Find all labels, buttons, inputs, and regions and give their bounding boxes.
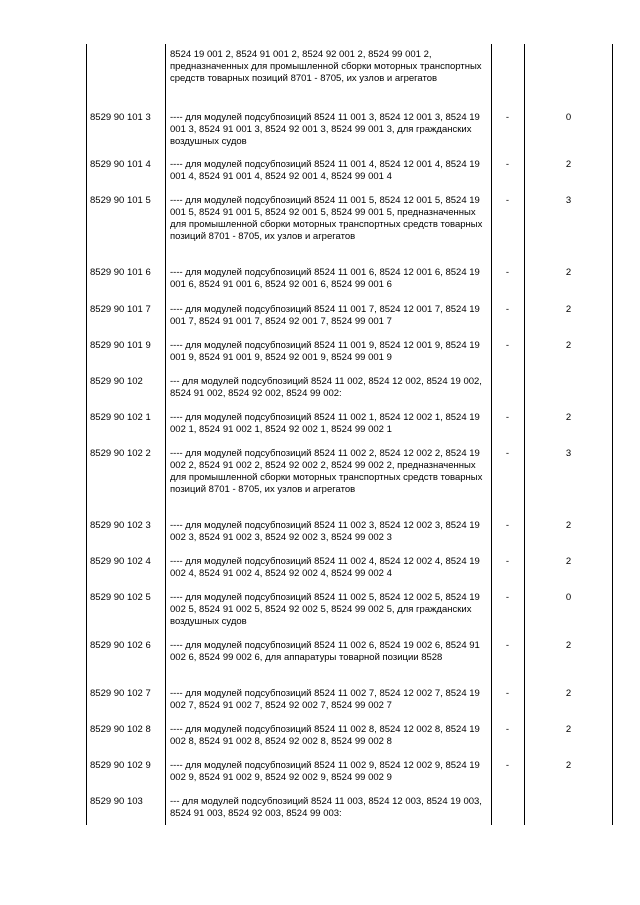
tariff-code: 8529 90 101 6: [90, 267, 151, 278]
goods-description: ---- для модулей подсубпозиций 8524 11 002 9, 8524 12 002 9, 8524 19 002 9, 8524 91 002 9, 8524 92 002 9, 8524 99 002 9: [170, 760, 480, 783]
table-border-left: [86, 44, 87, 825]
duty-rate: 2: [565, 724, 572, 735]
unit-of-measure: -: [505, 112, 510, 123]
tariff-code: 8529 90 102: [90, 376, 143, 387]
tariff-code: 8529 90 101 9: [90, 340, 151, 351]
duty-rate: 2: [565, 267, 572, 278]
goods-description: ---- для модулей подсубпозиций 8524 11 002 4, 8524 12 002 4, 8524 19 002 4, 8524 91 002 4, 8524 92 002 4, 8524 99 002 4: [170, 556, 480, 579]
tariff-code: 8529 90 102 4: [90, 556, 151, 567]
goods-description: --- для модулей подсубпозиций 8524 11 003, 8524 12 003, 8524 19 003, 8524 91 003, 8524 92 003, 8524 99 003:: [170, 796, 482, 819]
goods-description: ---- для модулей подсубпозиций 8524 11 001 6, 8524 12 001 6, 8524 19 001 6, 8524 91 001 6, 8524 92 001 6, 8524 99 001 6: [170, 267, 480, 290]
duty-rate: 2: [565, 412, 572, 423]
goods-description: ---- для модулей подсубпозиций 8524 11 002 7, 8524 12 002 7, 8524 19 002 7, 8524 91 002 7, 8524 92 002 7, 8524 99 002 7: [170, 688, 480, 711]
tariff-code: 8529 90 101 4: [90, 159, 151, 170]
goods-description: 8524 19 001 2, 8524 91 001 2, 8524 92 001 2, 8524 99 001 2, предназначенных для промышленной сборки моторных транспортных средств товарных позиций 8701 - 8705, их узлов и агрегатов: [170, 49, 482, 84]
goods-description: ---- для модулей подсубпозиций 8524 11 001 5, 8524 12 001 5, 8524 19 001 5, 8524 91 001 5, 8524 92 001 5, 8524 99 001 5, предназначенных для промышленной сборки моторных транспортных средств товарных позиций 8701 - 8705, их узлов и агрегатов: [170, 195, 483, 242]
tariff-code: 8529 90 101 7: [90, 304, 151, 315]
goods-description: ---- для модулей подсубпозиций 8524 11 001 3, 8524 12 001 3, 8524 19 001 3, 8524 91 001 3, 8524 92 001 3, 8524 99 001 3, для гражданских воздушных судов: [170, 112, 480, 147]
tariff-code: 8529 90 101 3: [90, 112, 151, 123]
tariff-code: 8529 90 102 5: [90, 592, 151, 603]
goods-description: ---- для модулей подсубпозиций 8524 11 002 6, 8524 19 002 6, 8524 91 002 6, 8524 99 002 6, для аппаратуры товарной позиции 8528: [170, 640, 480, 663]
goods-description: ---- для модулей подсубпозиций 8524 11 002 2, 8524 12 002 2, 8524 19 002 2, 8524 91 002 2, 8524 92 002 2, 8524 99 002 2, предназначенных для промышленной сборки моторных транспортных средств товарных позиций 8701 - 8705, их узлов и агрегатов: [170, 448, 483, 495]
duty-rate: 2: [565, 159, 572, 170]
duty-rate: 2: [565, 340, 572, 351]
unit-of-measure: -: [505, 592, 510, 603]
column-divider-code: [165, 44, 166, 825]
tariff-code: 8529 90 102 1: [90, 412, 151, 423]
unit-of-measure: -: [505, 195, 510, 206]
goods-description: ---- для модулей подсубпозиций 8524 11 002 5, 8524 12 002 5, 8524 19 002 5, 8524 91 002 5, 8524 92 002 5, 8524 99 002 5, для гражданских воздушных судов: [170, 592, 480, 627]
duty-rate: 2: [565, 304, 572, 315]
goods-description: ---- для модулей подсубпозиций 8524 11 001 9, 8524 12 001 9, 8524 19 001 9, 8524 91 001 9, 8524 92 001 9, 8524 99 001 9: [170, 340, 480, 363]
duty-rate: 0: [565, 112, 572, 123]
unit-of-measure: -: [505, 412, 510, 423]
tariff-code: 8529 90 102 8: [90, 724, 151, 735]
unit-of-measure: -: [505, 304, 510, 315]
goods-description: --- для модулей подсубпозиций 8524 11 002, 8524 12 002, 8524 19 002, 8524 91 002, 8524 92 002, 8524 99 002:: [170, 376, 482, 399]
unit-of-measure: -: [505, 640, 510, 651]
unit-of-measure: -: [505, 724, 510, 735]
duty-rate: 2: [565, 688, 572, 699]
duty-rate: 2: [565, 556, 572, 567]
duty-rate: 2: [565, 760, 572, 771]
unit-of-measure: -: [505, 520, 510, 531]
unit-of-measure: -: [505, 267, 510, 278]
duty-rate: 3: [565, 195, 572, 206]
goods-description: ---- для модулей подсубпозиций 8524 11 002 1, 8524 12 002 1, 8524 19 002 1, 8524 91 002 1, 8524 92 002 1, 8524 99 002 1: [170, 412, 480, 435]
tariff-code: 8529 90 102 2: [90, 448, 151, 459]
tariff-code: 8529 90 102 7: [90, 688, 151, 699]
tariff-code: 8529 90 102 6: [90, 640, 151, 651]
unit-of-measure: -: [505, 760, 510, 771]
goods-description: ---- для модулей подсубпозиций 8524 11 001 7, 8524 12 001 7, 8524 19 001 7, 8524 91 001 7, 8524 92 001 7, 8524 99 001 7: [170, 304, 480, 327]
goods-description: ---- для модулей подсубпозиций 8524 11 002 3, 8524 12 002 3, 8524 19 002 3, 8524 91 002 3, 8524 92 002 3, 8524 99 002 3: [170, 520, 480, 543]
duty-rate: 3: [565, 448, 572, 459]
tariff-code: 8529 90 102 3: [90, 520, 151, 531]
unit-of-measure: -: [505, 556, 510, 567]
duty-rate: 2: [565, 520, 572, 531]
tariff-code: 8529 90 102 9: [90, 760, 151, 771]
duty-rate: 2: [565, 640, 572, 651]
unit-of-measure: -: [505, 688, 510, 699]
goods-description: ---- для модулей подсубпозиций 8524 11 002 8, 8524 12 002 8, 8524 19 002 8, 8524 91 002 8, 8524 92 002 8, 8524 99 002 8: [170, 724, 480, 747]
tariff-code: 8529 90 101 5: [90, 195, 151, 206]
unit-of-measure: -: [505, 159, 510, 170]
goods-description: ---- для модулей подсубпозиций 8524 11 001 4, 8524 12 001 4, 8524 19 001 4, 8524 91 001 4, 8524 92 001 4, 8524 99 001 4: [170, 159, 480, 182]
unit-of-measure: -: [505, 340, 510, 351]
tariff-code: 8529 90 103: [90, 796, 143, 807]
unit-of-measure: -: [505, 448, 510, 459]
duty-rate: 0: [565, 592, 572, 603]
